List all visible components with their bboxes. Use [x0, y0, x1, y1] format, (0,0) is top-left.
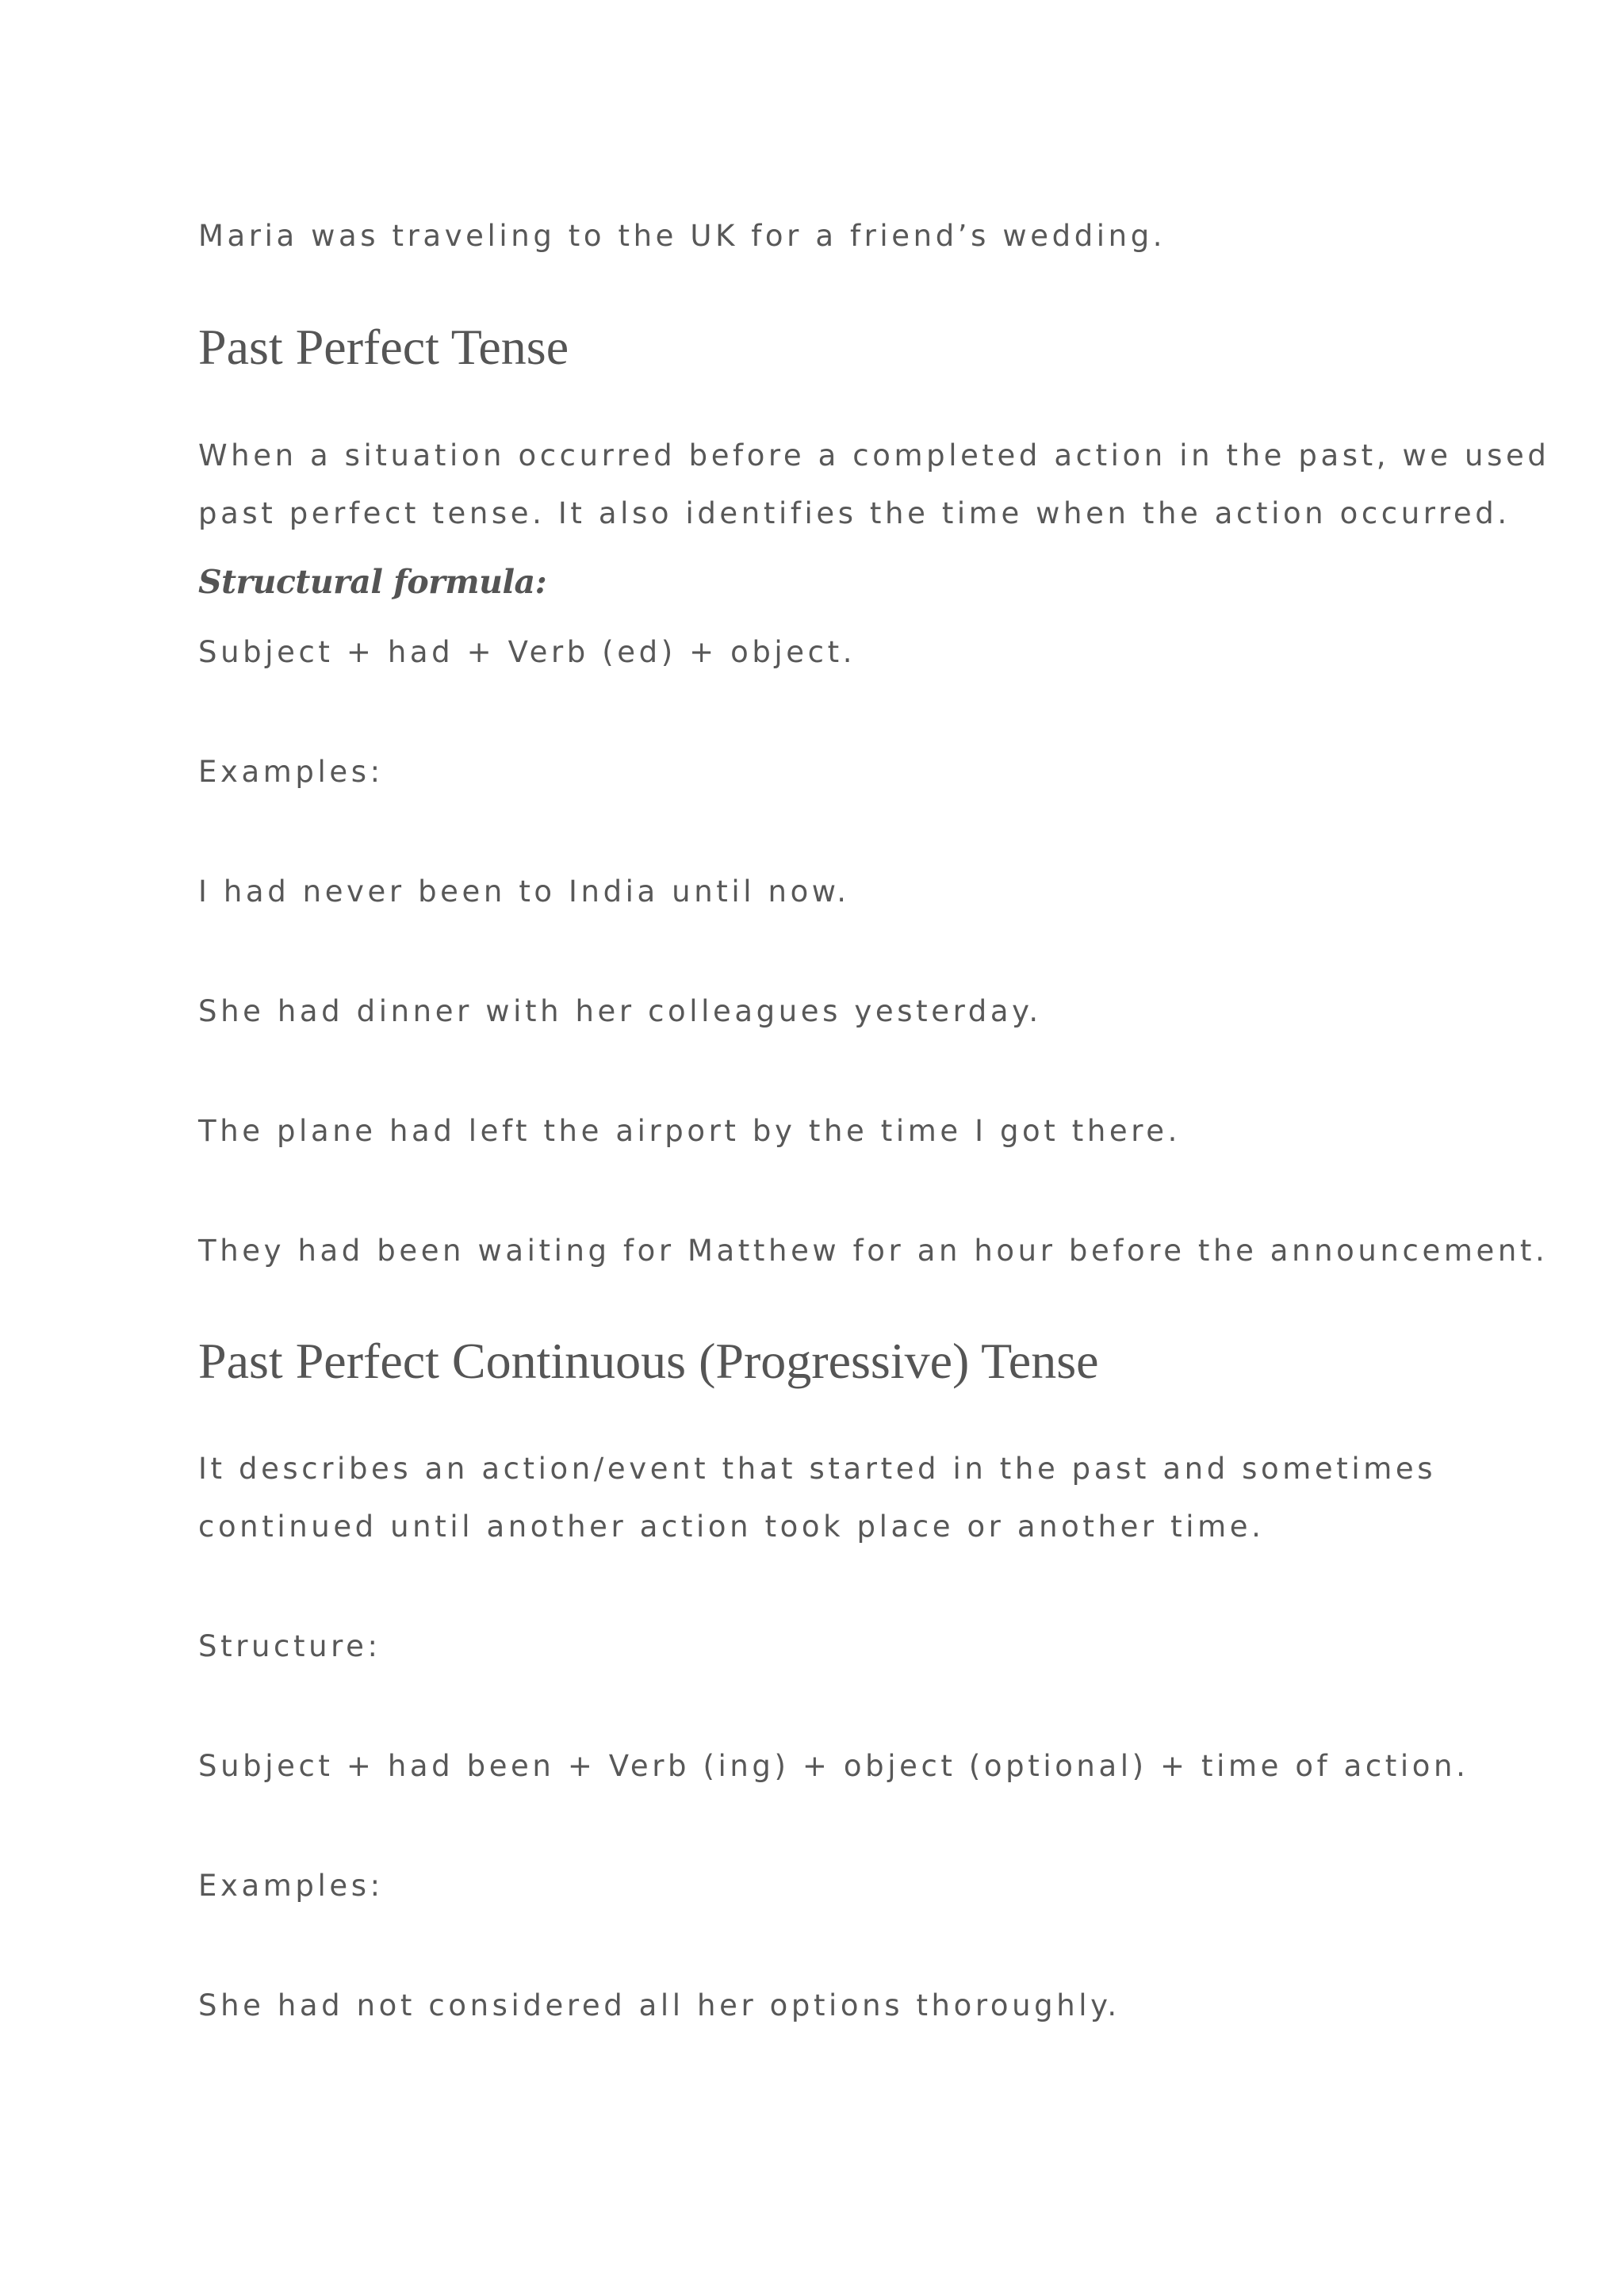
- past-perfect-examples-label: Examples:: [198, 755, 384, 789]
- past-perfect-example-1: I had never been to India until now.: [198, 874, 850, 909]
- past-perfect-continuous-heading: Past Perfect Continuous (Progressive) Tense: [198, 1333, 1099, 1389]
- past-perfect-description-line-2: past perfect tense. It also identifies the time when the action occurred.: [198, 496, 1511, 530]
- past-perfect-formula: Subject + had + Verb (ed) + object.: [198, 635, 856, 669]
- intro-line: Maria was traveling to the UK for a friend’s wedding.: [198, 219, 1166, 253]
- past-perfect-continuous-description-line-2: continued until another action took place or another time.: [198, 1510, 1265, 1544]
- past-perfect-continuous-description-line-1: It describes an action/event that started in the past and sometimes: [198, 1452, 1437, 1486]
- past-perfect-example-3: The plane had left the airport by the time I got there.: [198, 1114, 1181, 1148]
- past-perfect-description-line-1: When a situation occurred before a completed action in the past, we used: [198, 438, 1550, 473]
- past-perfect-continuous-examples-label: Examples:: [198, 1869, 384, 1903]
- past-perfect-heading: Past Perfect Tense: [198, 319, 569, 375]
- structural-formula-label: Structural formula:: [198, 563, 547, 601]
- past-perfect-example-2: She had dinner with her colleagues yesterday.: [198, 994, 1042, 1028]
- structure-label: Structure:: [198, 1629, 381, 1663]
- past-perfect-continuous-example-1: She had not considered all her options thoroughly.: [198, 1988, 1120, 2022]
- past-perfect-example-4: They had been waiting for Matthew for an hour before the announcement.: [198, 1234, 1549, 1268]
- past-perfect-continuous-structure: Subject + had been + Verb (ing) + object (optional) + time of action.: [198, 1749, 1469, 1783]
